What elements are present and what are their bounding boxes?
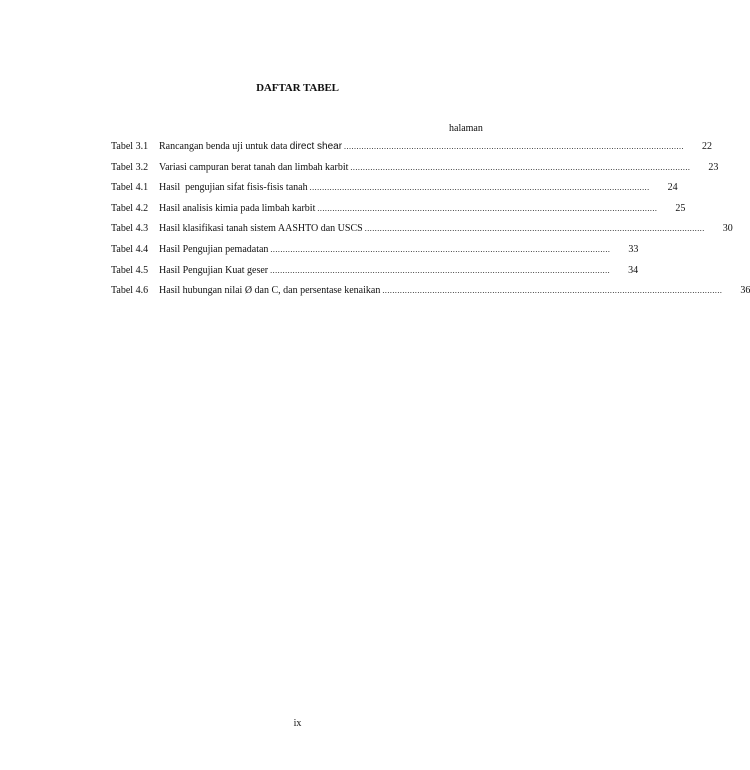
table-page-number: 24 — [667, 182, 678, 194]
page-column-label: halaman — [449, 123, 483, 134]
table-title-emphasis: direct shear — [289, 141, 343, 152]
page-title: DAFTAR TABEL — [256, 82, 339, 94]
toc-entry — [111, 161, 719, 183]
table-title: Hasil analisis kimia pada limbah karbit — [159, 202, 316, 214]
toc-entry — [111, 202, 686, 224]
toc-entry — [111, 264, 639, 286]
table-page-number: 30 — [722, 223, 733, 235]
table-page-number: 23 — [708, 161, 719, 173]
dot-leader — [270, 266, 610, 275]
page-number: ix — [293, 718, 302, 729]
dot-leader — [382, 286, 722, 295]
table-title: Variasi campuran berat tanah dan limbah karbit — [159, 161, 349, 173]
table-page-number: 25 — [675, 202, 686, 214]
dot-leader — [270, 245, 610, 254]
table-number: Tabel 3.1 — [111, 141, 149, 152]
table-page-number: 36 — [740, 285, 750, 297]
table-page-number: 22 — [702, 141, 713, 152]
table-page-number: 33 — [628, 243, 639, 255]
table-list — [111, 141, 750, 306]
table-number: Tabel 4.1 — [111, 182, 149, 194]
table-title: Hasil hubungan nilai Ø dan C, dan persentase kenaikan — [159, 285, 381, 297]
dot-leader — [344, 142, 684, 151]
table-title: Hasil klasifikasi tanah sistem AASHTO dan USCS — [159, 223, 363, 235]
table-number: Tabel 4.4 — [111, 243, 149, 255]
table-title — [159, 141, 344, 152]
toc-entry — [111, 285, 750, 306]
dot-leader — [310, 183, 650, 192]
table-number: Tabel 3.2 — [111, 161, 149, 173]
dot-leader — [365, 224, 705, 233]
table-number: Tabel 4.5 — [111, 264, 149, 276]
dot-leader — [317, 204, 657, 213]
table-title-text: Rancangan benda uji untuk data — [159, 141, 288, 152]
table-number: Tabel 4.2 — [111, 202, 149, 214]
table-number: Tabel 4.3 — [111, 223, 149, 235]
table-title: Hasil Pengujian pemadatan — [159, 243, 269, 255]
toc-entry — [111, 243, 639, 265]
table-title: Hasil pengujian sifat fisis-fisis tanah — [159, 182, 308, 194]
toc-entry — [111, 141, 713, 162]
toc-entry — [111, 223, 733, 244]
toc-entry — [111, 182, 678, 203]
table-number: Tabel 4.6 — [111, 285, 149, 297]
dot-leader — [350, 163, 690, 172]
table-title: Hasil Pengujian Kuat geser — [159, 264, 269, 276]
table-page-number: 34 — [628, 264, 639, 276]
